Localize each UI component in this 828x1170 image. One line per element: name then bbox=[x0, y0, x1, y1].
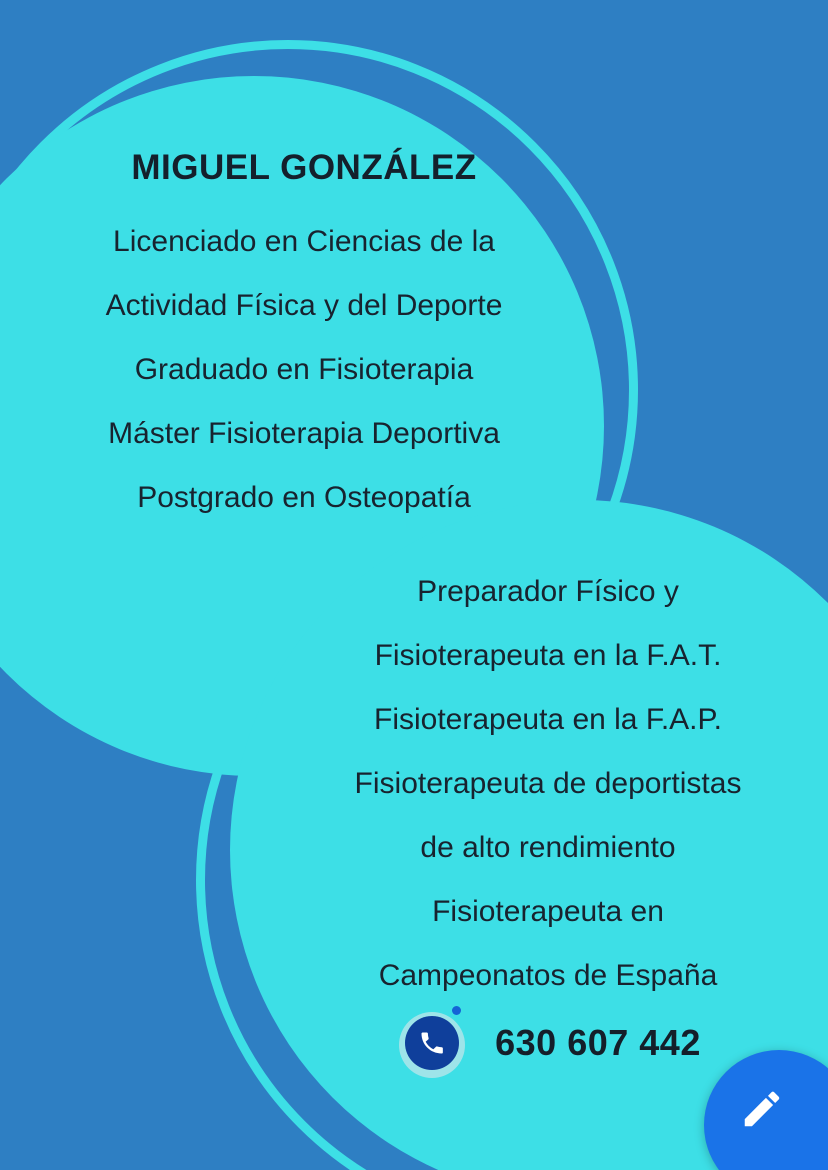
experience-line: de alto rendimiento bbox=[420, 831, 676, 864]
experience-line: Campeonatos de España bbox=[378, 959, 718, 992]
experience-line: Fisioterapeuta en la F.A.T. bbox=[374, 639, 722, 672]
qualification-line: Graduado en Fisioterapia bbox=[134, 353, 474, 386]
experience-line: Fisioterapeuta en bbox=[432, 895, 664, 928]
phone-icon-circle bbox=[405, 1016, 459, 1070]
phone-icon[interactable] bbox=[395, 1006, 469, 1080]
qualification-line: Postgrado en Osteopatía bbox=[137, 481, 471, 514]
pencil-compose-icon bbox=[739, 1086, 785, 1132]
experience-line: Fisioterapeuta en la F.A.P. bbox=[374, 703, 722, 736]
experience-block bbox=[268, 560, 828, 1008]
qualification-line: Actividad Física y del Deporte bbox=[105, 289, 503, 322]
phone-number[interactable]: 630 607 442 bbox=[495, 1022, 701, 1063]
qualification-line: Licenciado en Ciencias de la bbox=[113, 225, 495, 258]
phone-icon-dot bbox=[452, 1006, 461, 1015]
experience-line: Preparador Físico y bbox=[417, 575, 679, 608]
experience-line: Fisioterapeuta de deportistas bbox=[354, 767, 742, 800]
qualifications-block bbox=[24, 148, 584, 530]
person-name: MIGUEL GONZÁLEZ bbox=[131, 148, 477, 187]
qualification-line: Máster Fisioterapia Deportiva bbox=[108, 417, 500, 450]
